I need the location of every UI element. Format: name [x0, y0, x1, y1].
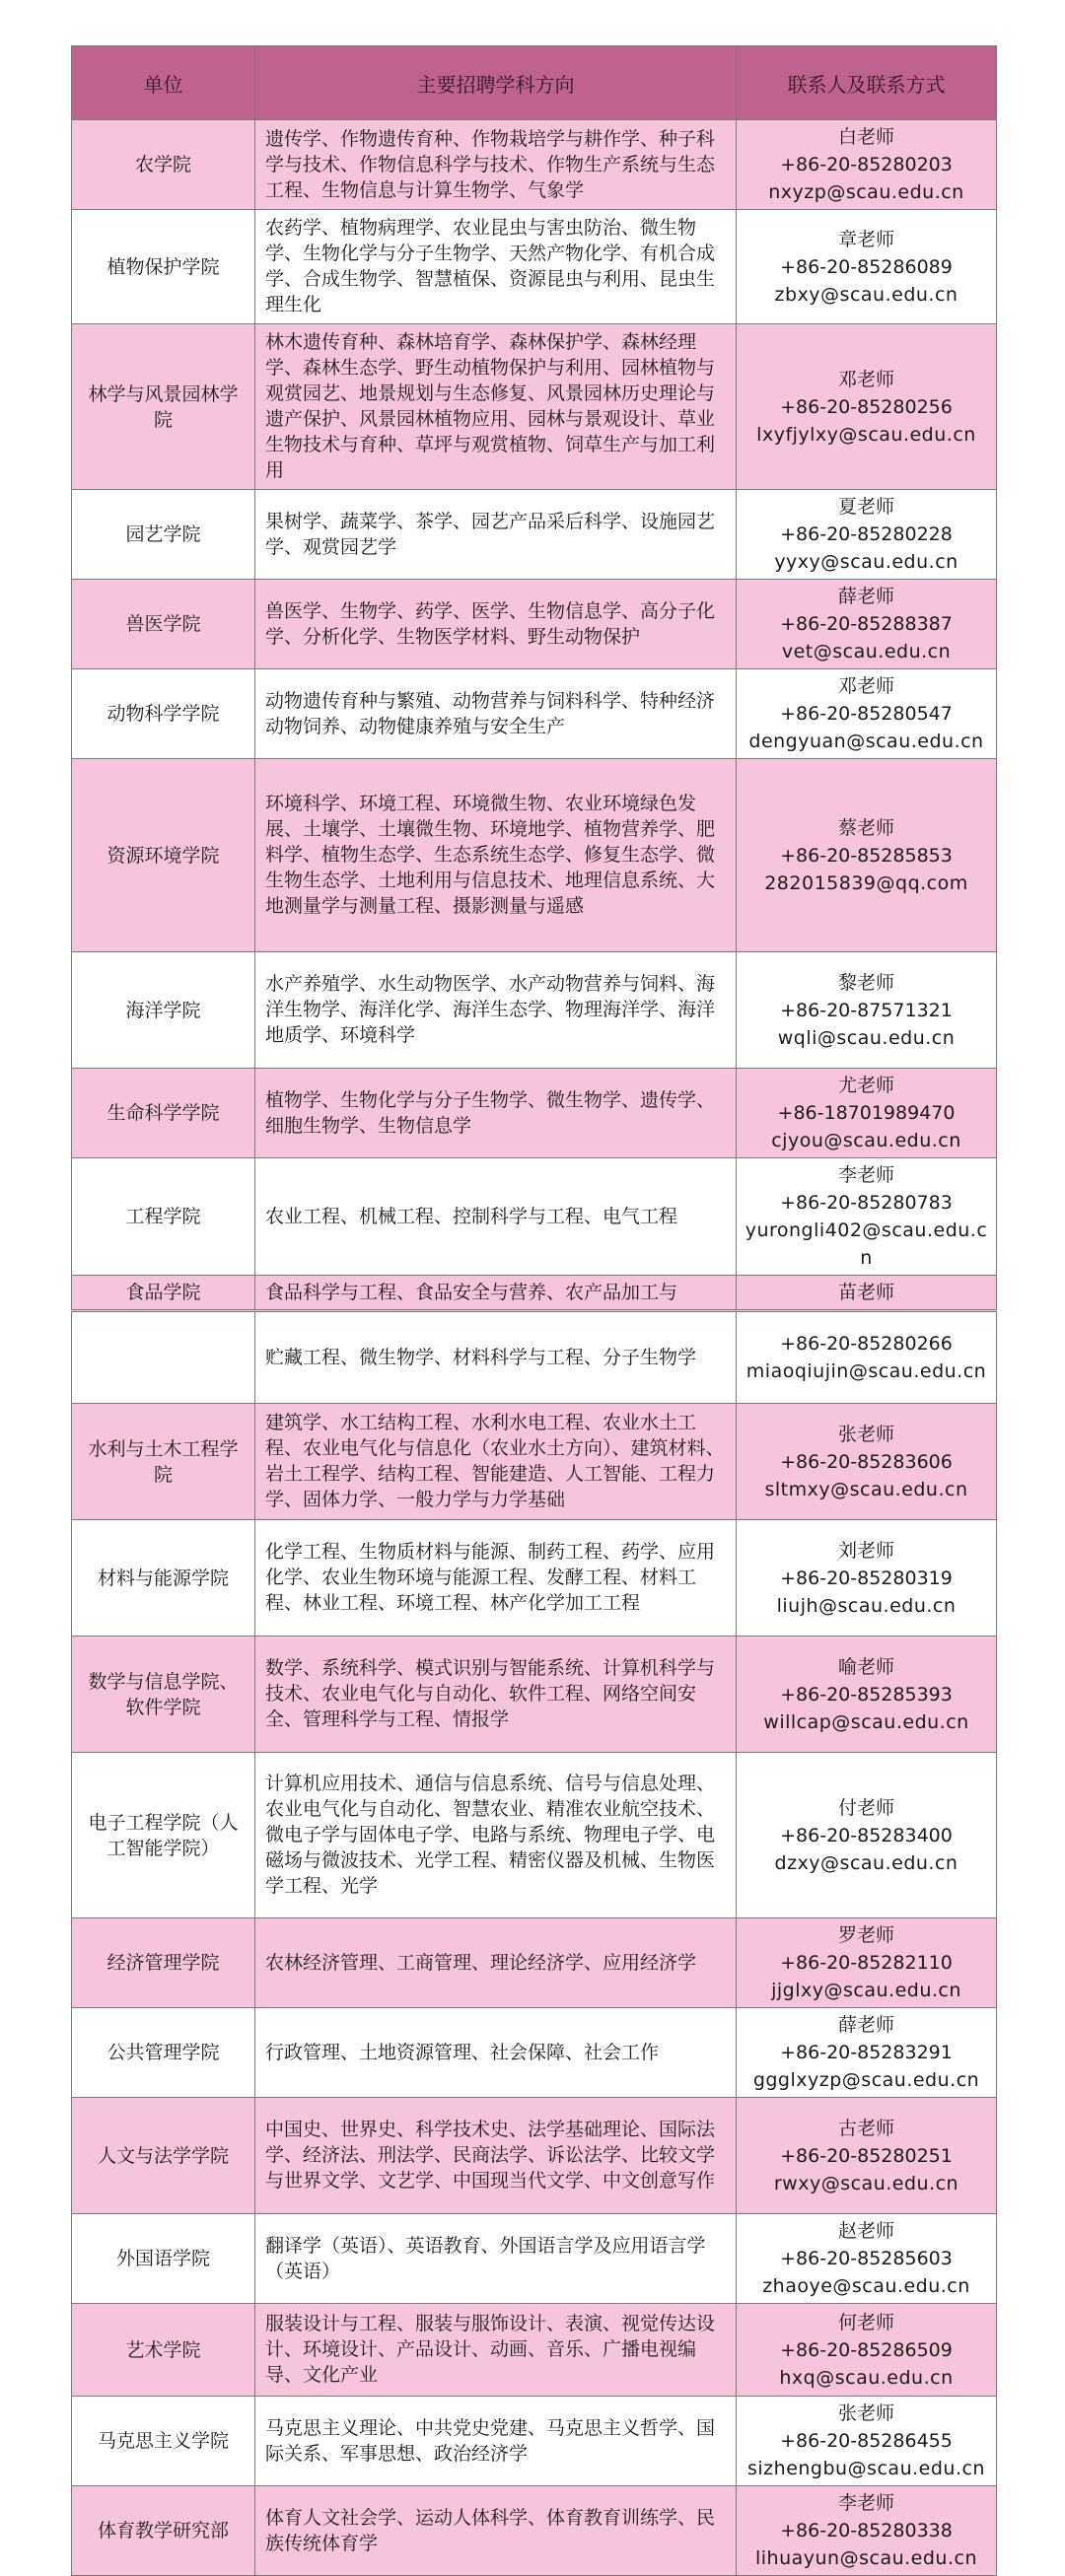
- contact-email: jjglxy@scau.edu.cn: [771, 1980, 961, 2001]
- cell-contact: [737, 669, 997, 759]
- cell-contact: [737, 1520, 997, 1636]
- cell-unit: 体育教学研究部: [72, 2486, 255, 2576]
- cell-subjects: 服装设计与工程、服装与服饰设计、表演、视觉传达设计、环境设计、产品设计、动画、音乐、广播电视编导、文化产业: [255, 2304, 737, 2397]
- cell-contact: [737, 1753, 997, 1918]
- cell-contact: [737, 2098, 997, 2214]
- contact-phone: +86-20-85280338: [780, 2520, 953, 2541]
- cell-unit: 农学院: [72, 120, 255, 210]
- cell-subjects: 体育人文社会学、运动人体科学、体育教育训练学、民族传统体育学: [255, 2486, 737, 2576]
- contact-email: rwxy@scau.edu.cn: [773, 2172, 959, 2194]
- contact-email: liujh@scau.edu.cn: [776, 1594, 957, 1617]
- cell-contact: [737, 580, 997, 669]
- contact-name: 张老师: [837, 1423, 894, 1445]
- table-body: [72, 120, 997, 2576]
- cell-subjects: 农林经济管理、工商管理、理论经济学、应用经济学: [255, 1918, 737, 2008]
- contact-name: 尤老师: [837, 1075, 894, 1096]
- cell-unit: 生命科学学院: [72, 1069, 255, 1158]
- contact-phone: +86-20-85286455: [780, 2430, 953, 2452]
- cell-subjects: 水产养殖学、水生动物医学、水产动物营养与饲料、海洋生物学、海洋化学、海洋生态学、物理海洋学、海洋地质学、环境科学: [255, 952, 737, 1069]
- cell-unit: 数学与信息学院、软件学院: [72, 1636, 255, 1753]
- contact-name: 夏老师: [837, 496, 894, 518]
- contact-phone: +86-20-85286089: [780, 255, 953, 278]
- contact-name: 喻老师: [837, 1655, 894, 1678]
- contact-name: 白老师: [837, 126, 894, 148]
- cell-contact: [737, 120, 997, 210]
- table-row: [72, 669, 997, 759]
- contact-email: lxyfjylxy@scau.edu.cn: [756, 423, 976, 446]
- cell-subjects: 食品科学与工程、食品安全与营养、农产品加工与: [255, 1276, 737, 1311]
- cell-unit: 园艺学院: [72, 490, 255, 580]
- contact-email: vet@scau.edu.cn: [781, 641, 952, 662]
- cell-subjects: 化学工程、生物质材料与能源、制药工程、药学、应用化学、农业生物环境与能源工程、发酵工程、材料工程、林业工程、环境工程、林产化学加工工程: [255, 1520, 737, 1636]
- contact-email: nxyzp@scau.edu.cn: [768, 181, 964, 203]
- table-row: [72, 759, 997, 952]
- cell-subjects: 植物学、生物化学与分子生物学、微生物学、遗传学、细胞生物学、生物信息学: [255, 1069, 737, 1158]
- table-row: [72, 952, 997, 1069]
- cell-subjects: 环境科学、环境工程、环境微生物、农业环境绿色发展、土壤学、土壤微生物、环境地学、植物营养学、肥料学、植物生态学、生态系统生态学、修复生态学、微生物生态学、土地利用与信息技术、地理信息系统、大地测量学与测量工程、摄影测量与遥感: [255, 759, 737, 952]
- contact-name: 邓老师: [837, 368, 894, 390]
- recruitment-table-sheet: [71, 45, 996, 2576]
- contact-phone: +86-20-85283400: [780, 1824, 953, 1846]
- contact-email: cjyou@scau.edu.cn: [771, 1130, 961, 1151]
- contact-email: ggglxyzp@scau.edu.cn: [752, 2069, 980, 2091]
- contact-phone: +86-20-85288387: [780, 613, 953, 635]
- contact-email: lihuayun@scau.edu.cn: [754, 2547, 977, 2569]
- cell-contact: [737, 2397, 997, 2486]
- contact-phone: +86-20-85280547: [780, 703, 953, 725]
- contact-phone: +86-20-85286509: [780, 2338, 953, 2361]
- cell-contact: [737, 210, 997, 324]
- contact-email: yurongli402@scau.edu.cn: [745, 1219, 988, 1269]
- contact-phone: +86-20-85282110: [780, 1952, 953, 1974]
- contact-name: 刘老师: [837, 1539, 894, 1562]
- contact-name: 李老师: [837, 1164, 894, 1186]
- contact-phone: +86-20-85280251: [780, 2144, 953, 2167]
- cell-subjects: 行政管理、土地资源管理、社会保障、社会工作: [255, 2008, 737, 2098]
- table-row: [72, 1753, 997, 1918]
- contact-phone: +86-20-85283291: [780, 2042, 953, 2063]
- cell-contact: [737, 1158, 997, 1276]
- contact-email: miaoqiujin@scau.edu.cn: [746, 1360, 987, 1382]
- contact-email: yyxy@scau.edu.cn: [774, 551, 958, 573]
- header-contact: 联系人及联系方式: [737, 46, 997, 120]
- cell-contact: [737, 490, 997, 580]
- table-row: [72, 1918, 997, 2008]
- contact-name: 罗老师: [837, 1924, 894, 1946]
- cell-contact: [737, 759, 997, 952]
- cell-subjects: 农业工程、机械工程、控制科学与工程、电气工程: [255, 1158, 737, 1276]
- contact-name: 章老师: [837, 228, 894, 250]
- table-row: [72, 490, 997, 580]
- contact-name: 张老师: [837, 2402, 894, 2424]
- table-row: [72, 1636, 997, 1753]
- cell-unit: 外国语学院: [72, 2214, 255, 2304]
- contact-phone: +86-20-87571321: [780, 999, 953, 1021]
- cell-unit: 电子工程学院（人工智能学院）: [72, 1753, 255, 1918]
- contact-email: willcap@scau.edu.cn: [763, 1710, 969, 1733]
- cell-unit: 植物保护学院: [72, 210, 255, 324]
- cell-contact: [737, 1404, 997, 1520]
- contact-email: zhaoye@scau.edu.cn: [762, 2275, 970, 2297]
- contact-email: zbxy@scau.edu.cn: [774, 283, 958, 306]
- contact-name: 付老师: [837, 1796, 894, 1819]
- contact-email: sizhengbu@scau.edu.cn: [747, 2458, 985, 2479]
- cell-contact: [737, 1069, 997, 1158]
- cell-subjects: 农药学、植物病理学、农业昆虫与害虫防治、微生物学、生物化学与分子生物学、天然产物化学、有机合成学、合成生物学、智慧植保、资源昆虫与利用、昆虫生理生化: [255, 210, 737, 324]
- table-row: [72, 2486, 997, 2576]
- cell-unit: 海洋学院: [72, 952, 255, 1069]
- cell-subjects: 中国史、世界史、科学技术史、法学基础理论、国际法学、经济法、刑法学、民商法学、诉讼法学、比较文学与世界文学、文艺学、中国现当代文学、中文创意写作: [255, 2098, 737, 2214]
- contact-phone: +86-20-85285393: [780, 1683, 953, 1706]
- contact-email: sltmxy@scau.edu.cn: [764, 1478, 968, 1500]
- contact-phone: +86-20-85285603: [780, 2248, 953, 2269]
- contact-email: dengyuan@scau.edu.cn: [748, 731, 984, 752]
- cell-subjects: 翻译学（英语）、英语教育、外国语言学及应用语言学（英语）: [255, 2214, 737, 2304]
- contact-email: wqli@scau.edu.cn: [777, 1026, 956, 1049]
- table-row: [72, 2214, 997, 2304]
- cell-subjects: 兽医学、生物学、药学、医学、生物信息学、高分子化学、分析化学、生物医学材料、野生动物保护: [255, 580, 737, 669]
- cell-contact: [737, 1276, 997, 1311]
- cell-unit: 工程学院: [72, 1158, 255, 1276]
- contact-phone: +86-20-85283606: [780, 1450, 953, 1473]
- cell-subjects: 贮藏工程、微生物学、材料科学与工程、分子生物学: [255, 1311, 737, 1404]
- cell-unit: 兽医学院: [72, 580, 255, 669]
- contact-email: hxq@scau.edu.cn: [779, 2366, 954, 2389]
- header-subjects: 主要招聘学科方向: [255, 46, 737, 120]
- cell-subjects: 果树学、蔬菜学、茶学、园艺产品采后科学、设施园艺学、观赏园艺学: [255, 490, 737, 580]
- table-row: [72, 2008, 997, 2098]
- contact-email: 282015839@qq.com: [764, 871, 968, 894]
- contact-email: dzxy@scau.edu.cn: [774, 1851, 958, 1874]
- cell-contact: [737, 952, 997, 1069]
- cell-contact: [737, 1636, 997, 1753]
- cell-unit: 人文与法学学院: [72, 2098, 255, 2214]
- recruitment-table: [71, 45, 997, 2576]
- cell-contact: [737, 2486, 997, 2576]
- cell-unit: 艺术学院: [72, 2304, 255, 2397]
- contact-name: 邓老师: [837, 675, 894, 697]
- cell-subjects: 遗传学、作物遗传育种、作物栽培学与耕作学、种子科学与技术、作物信息科学与技术、作物生产系统与生态工程、生物信息与计算生物学、气象学: [255, 120, 737, 210]
- cell-unit: 动物科学学院: [72, 669, 255, 759]
- cell-subjects: 计算机应用技术、通信与信息系统、信号与信息处理、农业电气化与自动化、智慧农业、精准农业航空技术、微电子学与固体电子学、电路与系统、物理电子学、电磁场与微波技术、光学工程、精密仪器及机械、生物医学工程、光学: [255, 1753, 737, 1918]
- cell-contact: [737, 324, 997, 490]
- table-row: [72, 2304, 997, 2397]
- contact-name: 苗老师: [837, 1282, 894, 1303]
- contact-name: 黎老师: [837, 971, 894, 994]
- table-row: [72, 324, 997, 490]
- contact-name: 薛老师: [837, 2014, 894, 2036]
- table-row: [72, 210, 997, 324]
- cell-unit: 资源环境学院: [72, 759, 255, 952]
- cell-unit: 食品学院: [72, 1276, 255, 1311]
- contact-phone: +86-20-85280256: [780, 395, 953, 418]
- cell-unit: 水利与土木工程学院: [72, 1404, 255, 1520]
- table-row: [72, 1069, 997, 1158]
- cell-unit: 公共管理学院: [72, 2008, 255, 2098]
- cell-unit: 马克思主义学院: [72, 2397, 255, 2486]
- table-row: [72, 1520, 997, 1636]
- table-row: [72, 2098, 997, 2214]
- table-row: [72, 120, 997, 210]
- table-row: [72, 2397, 997, 2486]
- cell-unit: 经济管理学院: [72, 1918, 255, 2008]
- contact-phone: +86-18701989470: [777, 1102, 956, 1124]
- cell-subjects: 数学、系统科学、模式识别与智能系统、计算机科学与技术、农业电气化与自动化、软件工程、网络空间安全、管理科学与工程、情报学: [255, 1636, 737, 1753]
- table-row: [72, 580, 997, 669]
- contact-phone: +86-20-85280266: [780, 1333, 953, 1355]
- cell-contact: [737, 1311, 997, 1404]
- cell-unit: 林学与风景园林学院: [72, 324, 255, 490]
- cell-subjects: 动物遗传育种与繁殖、动物营养与饲料科学、特种经济动物饲养、动物健康养殖与安全生产: [255, 669, 737, 759]
- contact-phone: +86-20-85280783: [780, 1192, 953, 1214]
- contact-phone: +86-20-85285853: [780, 844, 953, 867]
- table-row: [72, 1276, 997, 1311]
- contact-phone: +86-20-85280319: [780, 1566, 953, 1589]
- contact-name: 蔡老师: [837, 816, 894, 839]
- cell-subjects: 建筑学、水工结构工程、水利水电工程、农业水土工程、农业电气化与信息化（农业水土方向）、建筑材料、岩土工程学、结构工程、智能建造、人工智能、工程力学、固体力学、一般力学与力学基础: [255, 1404, 737, 1520]
- table-row: [72, 1158, 997, 1276]
- table-row: [72, 1404, 997, 1520]
- contact-phone: +86-20-85280203: [780, 154, 953, 175]
- cell-unit: [72, 1311, 255, 1404]
- cell-subjects: 马克思主义理论、中共党史党建、马克思主义哲学、国际关系、军事思想、政治经济学: [255, 2397, 737, 2486]
- contact-phone: +86-20-85280228: [780, 523, 953, 545]
- contact-name: 赵老师: [837, 2220, 894, 2242]
- cell-contact: [737, 2304, 997, 2397]
- cell-subjects: 林木遗传育种、森林培育学、森林保护学、森林经理学、森林生态学、野生动植物保护与利用、园林植物与观赏园艺、地景规划与生态修复、风景园林历史理论与遗产保护、风景园林植物应用、园林与景观设计、草业生物技术与育种、草坪与观赏植物、饲草生产与加工利用: [255, 324, 737, 490]
- cell-contact: [737, 1918, 997, 2008]
- contact-name: 何老师: [837, 2311, 894, 2333]
- contact-name: 李老师: [837, 2492, 894, 2514]
- table-row: [72, 1311, 997, 1404]
- contact-name: 古老师: [837, 2117, 894, 2139]
- cell-contact: [737, 2008, 997, 2098]
- cell-unit: 材料与能源学院: [72, 1520, 255, 1636]
- header-unit: 单位: [72, 46, 255, 120]
- contact-name: 薛老师: [837, 586, 894, 607]
- cell-contact: [737, 2214, 997, 2304]
- table-header-row: [72, 46, 997, 120]
